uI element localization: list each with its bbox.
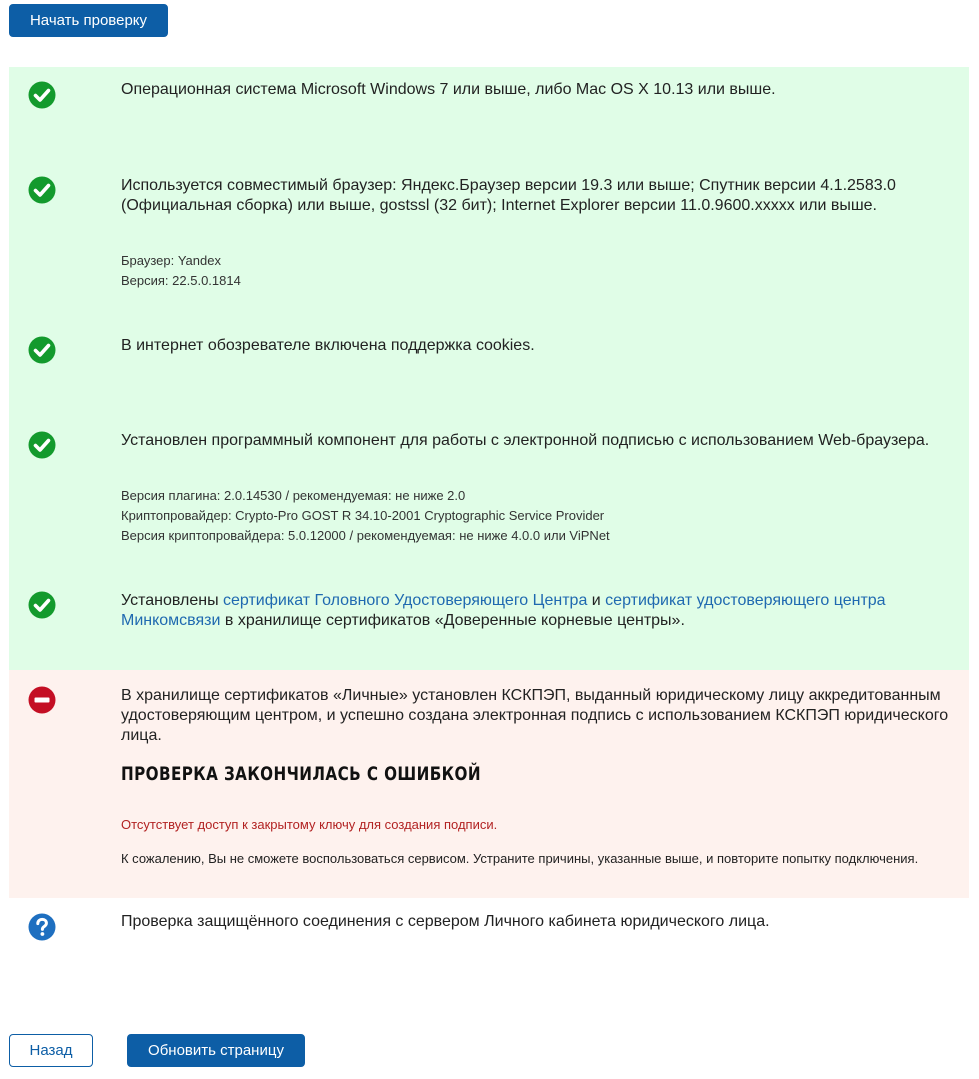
check-browser-text: Используется совместимый браузер: Яндекс.Браузер версии 19.3 или выше; Спутник версии 4.1.2583.0 (Официальная сборка) или выше, gostssl (32 бит); Internet Explorer версии 11.0.9600.xxxxx или выше. [121,177,896,214]
certs-text-part-1: Установлены [121,592,224,609]
check-circle-icon [28,81,56,109]
certs-text-part-3: в хранилище сертификатов «Доверенные корневые центры». [220,612,685,629]
head-ca-certificate-link[interactable]: сертификат Головного Удостоверяющего Центра [223,592,588,609]
refresh-page-button[interactable]: Обновить страницу [127,1034,305,1067]
error-note: К сожалению, Вы не сможете воспользоваться сервисом. Устраните причины, указанные выше, и повторите попытку подключения. [121,851,919,866]
error-message: Отсутствует доступ к закрытому ключу для создания подписи. [121,817,498,832]
check-connection-text: Проверка защищённого соединения с сервером Личного кабинета юридического лица. [121,913,770,930]
browser-version-detail: Версия: 22.5.0.1814 [121,273,241,288]
certs-text-part-2: и [587,592,606,609]
crypto-provider-detail: Криптопровайдер: Crypto-Pro GOST R 34.10-2001 Cryptographic Service Provider [121,508,605,523]
check-kskpep-text: В хранилище сертификатов «Личные» установлен КСКПЭП, выданный юридическому лицу аккредитованным удостоверяющим центром, и успешно создана электронная подпись с использованием КСКПЭП юридического лица. [121,687,949,744]
browser-name-detail: Браузер: Yandex [121,253,221,268]
plugin-version-detail: Версия плагина: 2.0.14530 / рекомендуемая: не ниже 2.0 [121,488,466,503]
check-certs-text [121,591,951,631]
question-circle-icon [28,913,56,941]
check-cookies-text: В интернет обозревателе включена поддержка cookies. [121,337,535,354]
success-checks-panel [9,67,969,670]
check-os-text: Операционная система Microsoft Windows 7 или выше, либо Mac OS X 10.13 или выше. [121,81,776,98]
back-button[interactable]: Назад [9,1034,93,1067]
check-circle-icon [28,591,56,619]
crypto-provider-version-detail: Версия криптопровайдера: 5.0.12000 / рекомендуемая: не ниже 4.0.0 или ViPNet [121,528,610,543]
minus-circle-icon [28,686,56,714]
check-plugin-text: Установлен программный компонент для работы с электронной подписью с использованием Web-браузера. [121,432,930,449]
check-circle-icon [28,431,56,459]
start-check-button[interactable]: Начать проверку [9,4,168,37]
check-circle-icon [28,176,56,204]
mincomsvyaz-ca-certificate-link[interactable]: сертификат удостоверяющего центра Минкомсвязи [121,592,886,629]
error-heading: ПРОВЕРКА ЗАКОНЧИЛАСЬ С ОШИБКОЙ [121,763,481,785]
check-circle-icon [28,336,56,364]
